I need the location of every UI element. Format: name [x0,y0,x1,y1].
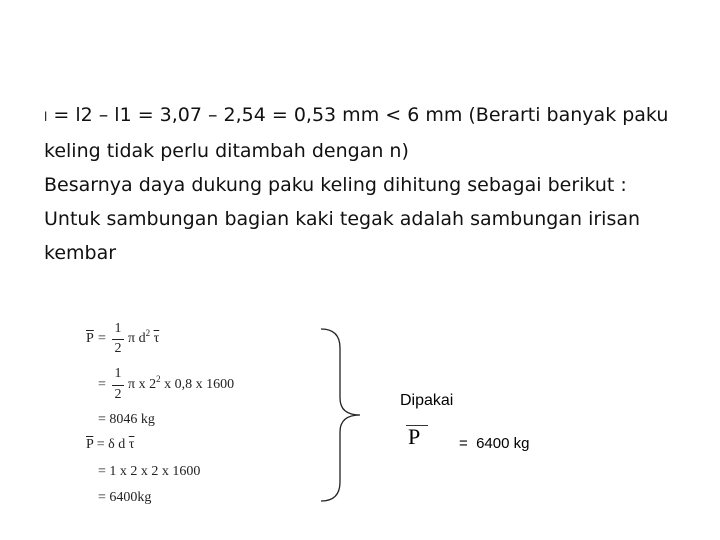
eq2-frac-line [112,385,124,386]
eq1-sup: 2 [145,328,151,338]
eq1-frac-den: 2 [114,341,122,356]
right-brace-icon [318,326,368,504]
eq1-frac-num: 1 [114,321,122,336]
eq2-tail: x 0,8 x 1600 [160,377,235,392]
eq2-equals: = [98,377,106,392]
text-line-5: kembar [44,242,117,264]
eq1-tau: $\overline{\tau}$ [153,331,160,346]
eq1-rhs [128,328,160,347]
eq2-frac-num: 1 [114,366,122,381]
text-line-2: keling tidak perlu ditambah dengan n) [44,140,409,162]
text-line-3: Besarnya daya dukung paku keling dihitung sebagai berikut : [44,174,627,196]
eq2-sup: 2 [156,374,161,384]
eq2-rhs [128,374,235,393]
p-bar-symbol: P [408,424,421,449]
text-line-1-rest: = l2 – l1 = 3,07 – 2,54 = 0,53 mm < 6 mm (Berarti banyak paku [47,104,669,126]
text-line-4: Untuk sambungan bagian kaki tegak adalah sambungan irisan [44,208,641,230]
symbol-l: l [44,110,48,124]
result-value: = 6400 kg [459,435,530,452]
eq1-frac-line [112,339,124,340]
eq4 [86,437,134,453]
dipakai-label: Dipakai [400,392,454,409]
eq4-rest: = δ d [93,437,129,452]
eq3: = 8046 kg [98,412,155,427]
eq4-lhs: $\overline{P}$ [86,437,94,452]
eq1-equals: = [98,331,106,346]
eq5: = 1 x 2 x 2 x 1600 [98,464,201,479]
eq4-tau: $\overline{\tau}$ [128,437,135,452]
text-line-1 [44,98,684,134]
eq2-frac-den: 2 [114,387,122,402]
eq1-lhs: $\overline{P}$ [86,331,94,346]
eq1-rhs-text: π d [128,331,146,346]
eq6: = 6400kg [98,490,152,505]
eq2-rhs-text: π x 2 [128,377,157,392]
body-text [44,98,684,270]
